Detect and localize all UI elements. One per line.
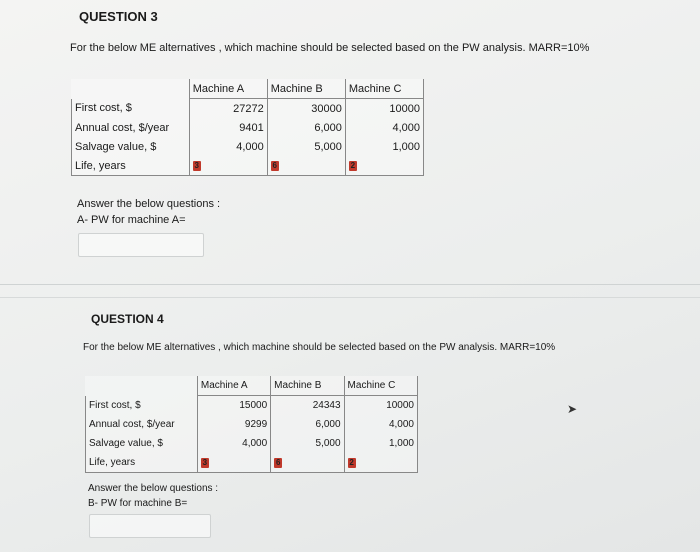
cell-value: 4,000 [189,137,267,156]
life-value-badge: 6 [272,160,277,170]
question-3-prompt: For the below ME alternatives , which machine should be selected based on the PW analysis. MARR=10% [70,42,590,54]
question-3-question-text: A- PW for machine A= [77,214,186,226]
section-divider [0,297,700,298]
cell-value: 9401 [189,118,267,137]
section-divider [0,284,700,285]
row-label: First cost, $ [72,99,190,119]
cell-value: 9299 [197,415,270,434]
answer-input-machine-b[interactable] [89,514,211,538]
question-3-table [71,79,424,176]
row-label: Salvage value, $ [86,434,198,453]
cell-value: 5,000 [267,137,345,156]
cell-value: 4,000 [197,434,270,453]
table-row [72,118,424,137]
cell-value: 4,000 [345,118,423,137]
table-row [86,415,418,434]
row-label: First cost, $ [86,396,198,416]
column-header-machine-a: Machine A [197,376,270,396]
cell-value: 24343 [271,396,344,416]
cell-value: 15000 [197,396,270,416]
row-label: Life, years [86,453,198,473]
question-4-table [85,376,418,473]
cell-value: 1,000 [344,434,417,453]
row-label: Life, years [72,156,190,176]
question-3-title: QUESTION 3 [79,9,158,24]
pointer-cursor-icon: ➤ [567,402,578,416]
row-label: Annual cost, $/year [86,415,198,434]
question-4-title: QUESTION 4 [91,312,164,326]
cell-value: 1,000 [345,137,423,156]
cell-value: 4,000 [344,415,417,434]
life-value-badge: 2 [349,457,354,467]
cell-value: 27272 [189,99,267,119]
cell-value: 10000 [345,99,423,119]
cell-value: 30000 [267,99,345,119]
table-row [86,453,418,473]
life-value-badge: 3 [202,457,208,467]
cell-value: 6,000 [267,118,345,137]
column-header-machine-a: Machine A [189,79,267,99]
table-row [72,156,424,176]
table-row [86,396,418,416]
column-header-machine-b: Machine B [267,79,345,99]
question-4-prompt: For the below ME alternatives , which machine should be selected based on the PW analysis. MARR=10% [83,342,556,353]
question-4-question-text: B- PW for machine B= [88,498,188,509]
cell-value: 10000 [344,396,417,416]
life-value-badge: 6 [275,457,281,467]
column-header-machine-c: Machine C [345,79,423,99]
table-row [72,137,424,156]
column-header-machine-b: Machine B [271,376,344,396]
cell-value: 5,000 [271,434,344,453]
row-label: Annual cost, $/year [72,118,190,137]
life-value-badge: 3 [194,160,199,170]
life-value-badge: 2 [350,160,356,170]
question-4-answer-intro: Answer the below questions : [88,483,219,494]
table-row [72,99,424,119]
cell-value: 6,000 [271,415,344,434]
table-row [86,434,418,453]
answer-input-machine-a[interactable] [78,233,204,257]
column-header-machine-c: Machine C [344,376,417,396]
question-3-answer-intro: Answer the below questions : [77,198,221,210]
row-label: Salvage value, $ [72,137,190,156]
